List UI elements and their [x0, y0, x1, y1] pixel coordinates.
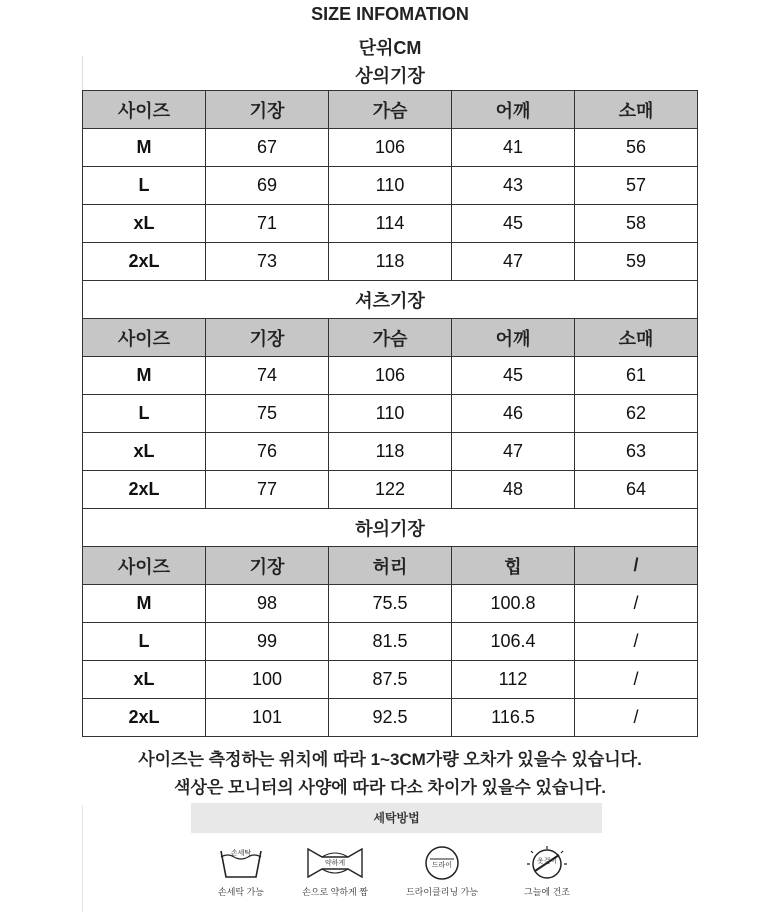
value-cell: 87.5 — [329, 661, 452, 699]
shade-dry-icon — [517, 843, 577, 883]
size-cell: 2xL — [83, 243, 206, 281]
value-cell: 46 — [452, 395, 575, 433]
value-cell: 41 — [452, 129, 575, 167]
header-cell: 기장 — [206, 547, 329, 585]
value-cell: 71 — [206, 205, 329, 243]
header-cell: 기장 — [206, 91, 329, 129]
value-cell: 73 — [206, 243, 329, 281]
value-cell: 100.8 — [452, 585, 575, 623]
header-cell: 가슴 — [329, 319, 452, 357]
header-cell: 사이즈 — [83, 547, 206, 585]
header-cell: 소매 — [575, 91, 698, 129]
wash-item-shade — [497, 843, 597, 898]
header-cell: 기장 — [206, 319, 329, 357]
header-cell: 사이즈 — [83, 319, 206, 357]
value-cell: 81.5 — [329, 623, 452, 661]
table-row — [83, 585, 698, 623]
value-cell: 57 — [575, 167, 698, 205]
table-header-row — [83, 319, 698, 357]
value-cell: 67 — [206, 129, 329, 167]
wash-item-hand — [191, 843, 291, 898]
notice-measurement: 사이즈는 측정하는 위치에 따라 1~3CM가량 오차가 있을수 있습니다. — [138, 750, 642, 769]
header-cell: 힙 — [452, 547, 575, 585]
table-row — [83, 167, 698, 205]
value-cell: 74 — [206, 357, 329, 395]
table-row — [83, 471, 698, 509]
wash-label: 손세탁 가능 — [218, 887, 264, 897]
table-row — [83, 129, 698, 167]
table-row — [83, 243, 698, 281]
value-cell: 110 — [329, 167, 452, 205]
hand-wash-icon — [211, 843, 271, 883]
value-cell: 76 — [206, 433, 329, 471]
value-cell: 106 — [329, 129, 452, 167]
value-cell: 56 — [575, 129, 698, 167]
svg-text:드라이: 드라이 — [431, 861, 453, 869]
value-cell: 47 — [452, 243, 575, 281]
table-row — [83, 661, 698, 699]
wash-label: 그늘에 건조 — [524, 887, 570, 897]
notice-color: 색상은 모니터의 사양에 따라 다소 차이가 있을수 있습니다. — [174, 778, 606, 797]
table-row — [83, 699, 698, 737]
wash-label: 드라이클리닝 가능 — [405, 887, 479, 897]
header-cell: 어깨 — [452, 91, 575, 129]
value-cell: / — [575, 585, 698, 623]
value-cell: 63 — [575, 433, 698, 471]
value-cell: 47 — [452, 433, 575, 471]
size-cell: M — [83, 585, 206, 623]
size-cell: xL — [83, 433, 206, 471]
value-cell: 58 — [575, 205, 698, 243]
svg-text:약하게: 약하게 — [324, 859, 346, 867]
header-cell: 가슴 — [329, 91, 452, 129]
table-row — [83, 395, 698, 433]
value-cell: / — [575, 661, 698, 699]
header-cell: 소매 — [575, 319, 698, 357]
value-cell: 118 — [329, 243, 452, 281]
section-title-row — [83, 281, 698, 319]
value-cell: 62 — [575, 395, 698, 433]
value-cell: 112 — [452, 661, 575, 699]
size-cell: L — [83, 623, 206, 661]
svg-text:손세탁: 손세탁 — [230, 849, 252, 857]
unit-label: 단위CM — [358, 38, 422, 58]
value-cell: 106.4 — [452, 623, 575, 661]
value-cell: 100 — [206, 661, 329, 699]
table-row — [83, 205, 698, 243]
size-cell: 2xL — [83, 699, 206, 737]
value-cell: 118 — [329, 433, 452, 471]
size-cell: M — [83, 129, 206, 167]
value-cell: 122 — [329, 471, 452, 509]
value-cell: 43 — [452, 167, 575, 205]
value-cell: 110 — [329, 395, 452, 433]
section-title-row — [83, 509, 698, 547]
dry-clean-icon — [412, 843, 472, 883]
header-cell: 허리 — [329, 547, 452, 585]
value-cell: 116.5 — [452, 699, 575, 737]
value-cell: 99 — [206, 623, 329, 661]
size-cell: xL — [83, 661, 206, 699]
wash-item-dryclean — [392, 843, 492, 898]
size-cell: L — [83, 167, 206, 205]
size-cell: L — [83, 395, 206, 433]
size-cell: M — [83, 357, 206, 395]
value-cell: 101 — [206, 699, 329, 737]
table-row — [83, 623, 698, 661]
gentle-wring-icon — [300, 843, 370, 883]
table-row — [83, 357, 698, 395]
size-table-top — [82, 90, 698, 737]
value-cell: 48 — [452, 471, 575, 509]
svg-text:옷걸이: 옷걸이 — [536, 857, 558, 865]
table-header-row — [83, 91, 698, 129]
wash-label: 손으로 약하게 짬 — [302, 887, 368, 897]
header-cell: / — [575, 547, 698, 585]
size-cell: 2xL — [83, 471, 206, 509]
value-cell: 64 — [575, 471, 698, 509]
section-title-top: 상의기장 — [355, 66, 425, 86]
value-cell: / — [575, 699, 698, 737]
value-cell: 75.5 — [329, 585, 452, 623]
divider — [82, 805, 83, 912]
value-cell: 45 — [452, 205, 575, 243]
table-row — [83, 433, 698, 471]
value-cell: 92.5 — [329, 699, 452, 737]
wash-item-wring — [285, 843, 385, 898]
value-cell: 59 — [575, 243, 698, 281]
value-cell: 75 — [206, 395, 329, 433]
value-cell: 61 — [575, 357, 698, 395]
value-cell: / — [575, 623, 698, 661]
value-cell: 45 — [452, 357, 575, 395]
value-cell: 106 — [329, 357, 452, 395]
value-cell: 98 — [206, 585, 329, 623]
page-title: SIZE INFOMATION — [311, 4, 469, 24]
size-cell: xL — [83, 205, 206, 243]
header-cell: 사이즈 — [83, 91, 206, 129]
value-cell: 114 — [329, 205, 452, 243]
header-cell: 어깨 — [452, 319, 575, 357]
section-title-shirt: 셔츠기장 — [83, 281, 698, 319]
value-cell: 69 — [206, 167, 329, 205]
washing-title: 세탁방법 — [191, 803, 602, 833]
section-title-bottom: 하의기장 — [83, 509, 698, 547]
value-cell: 77 — [206, 471, 329, 509]
table-header-row — [83, 547, 698, 585]
